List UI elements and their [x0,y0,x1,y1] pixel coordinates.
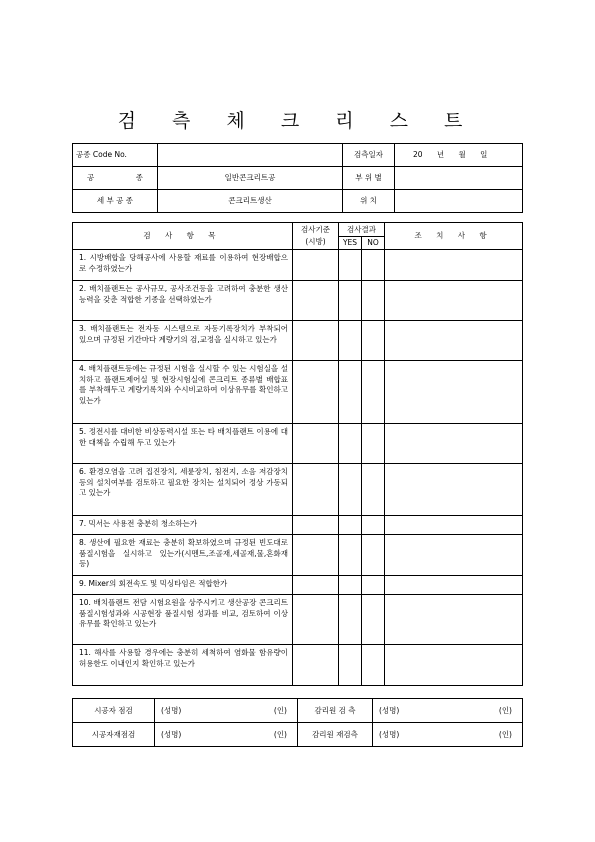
yes-checkbox[interactable] [339,361,362,424]
table-row [73,281,523,321]
criteria-cell[interactable] [293,361,339,424]
seal-placeholder: (인) [273,705,287,715]
sign-placeholder: (성명) [161,729,182,739]
supervisor-inspector-sign-field[interactable] [373,699,523,723]
table-row [73,576,523,595]
action-cell[interactable] [385,645,523,686]
action-cell[interactable] [385,576,523,595]
contractor-inspector-sign-field[interactable] [155,699,298,723]
col-header-result: 검사결과 [339,223,385,237]
contractor-inspector-label: 시공자 점검 [73,699,155,723]
action-cell[interactable] [385,535,523,576]
criteria-cell[interactable] [293,645,339,686]
criteria-sub-label: (시방) [305,237,326,246]
location-field[interactable] [395,190,523,213]
seal-placeholder: (인) [498,705,512,715]
yes-checkbox[interactable] [339,464,362,516]
check-item: 11. 해사를 사용할 경우에는 충분히 세척하여 염화물 함유량이 허용한도 이내인지 확인하고 있는가 [73,645,293,686]
col-header-yes: YES [339,237,362,250]
check-item: 9. Mixer의 회전속도 및 믹싱타임은 적합한가 [73,576,293,595]
signature-table [72,698,523,747]
supervisor-reinspector-label: 감리원 재검측 [298,723,373,747]
criteria-label: 검사기준 [301,225,330,234]
no-checkbox[interactable] [362,595,385,645]
yes-checkbox[interactable] [339,424,362,464]
no-checkbox[interactable] [362,535,385,576]
supervisor-reinspector-sign-field[interactable] [373,723,523,747]
no-checkbox[interactable] [362,281,385,321]
no-checkbox[interactable] [362,361,385,424]
document-title: 검 측 체 크 리 스 트 [117,110,478,132]
yes-checkbox[interactable] [339,576,362,595]
col-header-criteria [293,223,339,250]
yes-checkbox[interactable] [339,250,362,281]
check-item: 7. 믹서는 사용전 충분히 청소하는가 [73,516,293,535]
yes-checkbox[interactable] [339,535,362,576]
check-item: 3. 배치플랜트는 전자동 시스템으로 자동기록장치가 부착되어 있으며 규정된 기간마다 계량기의 검,교정을 실시하고 있는가 [73,321,293,361]
yes-checkbox[interactable] [339,595,362,645]
table-row [73,424,523,464]
action-cell[interactable] [385,595,523,645]
table-row [73,321,523,361]
table-row [73,361,523,424]
yes-checkbox[interactable] [339,281,362,321]
date-label: 검측일자 [343,144,395,167]
criteria-cell[interactable] [293,424,339,464]
table-row [73,464,523,516]
table-row [73,595,523,645]
action-cell[interactable] [385,516,523,535]
check-item: 1. 시방배합을 당해공사에 사용할 재료를 이용하여 현장배합으로 수정하였는가 [73,250,293,281]
checklist-table [72,222,523,686]
action-cell[interactable] [385,361,523,424]
check-item: 5. 정전시를 대비한 비상동력시설 또는 타 배치플랜트 이용에 대한 대책을 수립해 두고 있는가 [73,424,293,464]
work-type-field[interactable]: 일반콘크리트공 [158,167,343,190]
no-checkbox[interactable] [362,645,385,686]
table-row [73,250,523,281]
work-type-label: 공 종 [73,167,158,190]
criteria-cell[interactable] [293,281,339,321]
criteria-cell[interactable] [293,595,339,645]
action-cell[interactable] [385,464,523,516]
checklist-rows [73,250,523,686]
sign-placeholder: (성명) [379,729,400,739]
check-item: 2. 배치플랜트는 공사규모, 공사조건등을 고려하여 충분한 생산능력을 갖춘 적합한 기종을 선택하였는가 [73,281,293,321]
yes-checkbox[interactable] [339,516,362,535]
check-item: 6. 환경오염을 고려 집진장치, 세륜장치, 침전지, 소음 저감장치 등의 설치여부를 검토하고 필요한 장치는 설치되어 정상 가동되고 있는가 [73,464,293,516]
action-cell[interactable] [385,281,523,321]
supervisor-inspector-label: 감리원 검 측 [298,699,373,723]
contractor-reinspector-label: 시공자재점검 [73,723,155,747]
detail-field[interactable]: 콘크리트생산 [158,190,343,213]
check-item: 4. 배치플랜트등에는 규정된 시험을 실시할 수 있는 시험실을 설치하고 플랜트제어실 및 현장시험실에 콘크리트 종류별 배합표를 부착해두고 계량기록치와 수시비교하여 이상유무를 확인하고 있는가 [73,361,293,424]
table-row [73,535,523,576]
criteria-cell[interactable] [293,250,339,281]
criteria-cell[interactable] [293,516,339,535]
yes-checkbox[interactable] [339,321,362,361]
part-field[interactable] [395,167,523,190]
col-header-action: 조 치 사 항 [385,223,523,250]
no-checkbox[interactable] [362,250,385,281]
action-cell[interactable] [385,250,523,281]
action-cell[interactable] [385,424,523,464]
table-row [73,516,523,535]
col-header-item: 검 사 항 목 [73,223,293,250]
col-header-no: NO [362,237,385,250]
no-checkbox[interactable] [362,424,385,464]
part-label: 부 위 별 [343,167,395,190]
code-label: 공종 Code No. [73,144,158,167]
no-checkbox[interactable] [362,464,385,516]
date-field[interactable]: 20 년 월 일 [395,144,523,167]
no-checkbox[interactable] [362,321,385,361]
seal-placeholder: (인) [498,729,512,739]
sign-placeholder: (성명) [379,705,400,715]
check-item: 8. 생산에 필요한 재료는 충분히 확보하였으며 규정된 빈도대로 품질시험을 실시하고 있는가(시멘트,조골재,세골재,물,혼화재 등) [73,535,293,576]
action-cell[interactable] [385,321,523,361]
criteria-cell[interactable] [293,535,339,576]
criteria-cell[interactable] [293,321,339,361]
criteria-cell[interactable] [293,464,339,516]
code-field[interactable] [158,144,343,167]
header-table [72,143,523,213]
location-label: 위 치 [343,190,395,213]
no-checkbox[interactable] [362,516,385,535]
yes-checkbox[interactable] [339,645,362,686]
no-checkbox[interactable] [362,576,385,595]
criteria-cell[interactable] [293,576,339,595]
detail-label: 세 부 공 종 [73,190,158,213]
seal-placeholder: (인) [273,729,287,739]
check-item: 10. 배치플랜트 전담 시험요원을 상주시키고 생산공장 콘크리트 품질시험성과와 시공현장 품질시험 성과를 비교, 검토하여 이상 유무를 확인하고 있는가 [73,595,293,645]
sign-placeholder: (성명) [161,705,182,715]
contractor-reinspector-sign-field[interactable] [155,723,298,747]
table-row [73,645,523,686]
